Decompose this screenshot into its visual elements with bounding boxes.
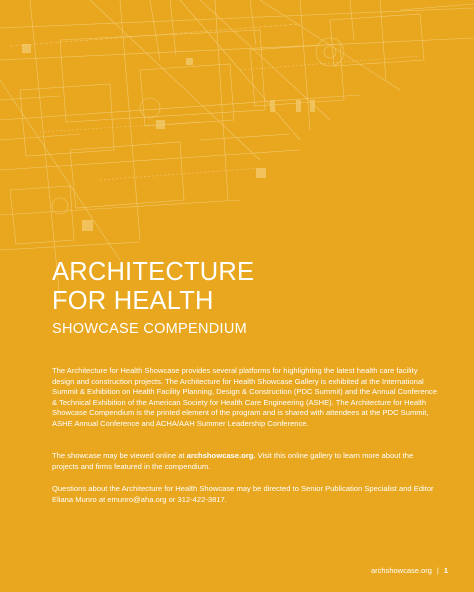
cover-title-line-2: FOR HEALTH [52,287,214,315]
online-gallery-paragraph [52,451,437,472]
page-footer [371,566,448,575]
cover-title-line-1: ARCHITECTURE [52,258,255,286]
contact-paragraph: Questions about the Architecture for Health Showcase may be directed to Senior Publication Specialist and Editor Eliana Munro at emunro@aha.org or 312-422-3817. [52,484,434,504]
footer-site: archshowcase.org [371,566,432,575]
footer-separator: | [436,566,439,575]
page-number: 1 [443,566,448,575]
intro-paragraph: The Architecture for Health Showcase provides several platforms for highlighting the latest health care facility design and construction projects. The Architecture for Health Showcase Gallery is exhibited at the International Summit & Exhibition on Health Facility Planning, Design & Construction (PDC Summit) and the Annual Conference & Technical Exhibition of the American Society for Health Care Engineering (ASHE). The Architecture for Health Showcase Compendium is the printed element of the program and is shared with attendees at the PDC Summit, ASHE Annual Conference and ACHA/AAH Summer Leadership Conference. [52,366,437,428]
online-gallery-suffix: Visit this online gallery to learn more about the projects and firms featured in the compendium. [52,451,414,471]
cover-subtitle: SHOWCASE COMPENDIUM [52,321,248,337]
cover-title [52,258,254,316]
online-gallery-prefix: The showcase may be viewed online at [52,451,187,460]
showcase-website-link[interactable]: archshowcase.org. [186,451,256,460]
